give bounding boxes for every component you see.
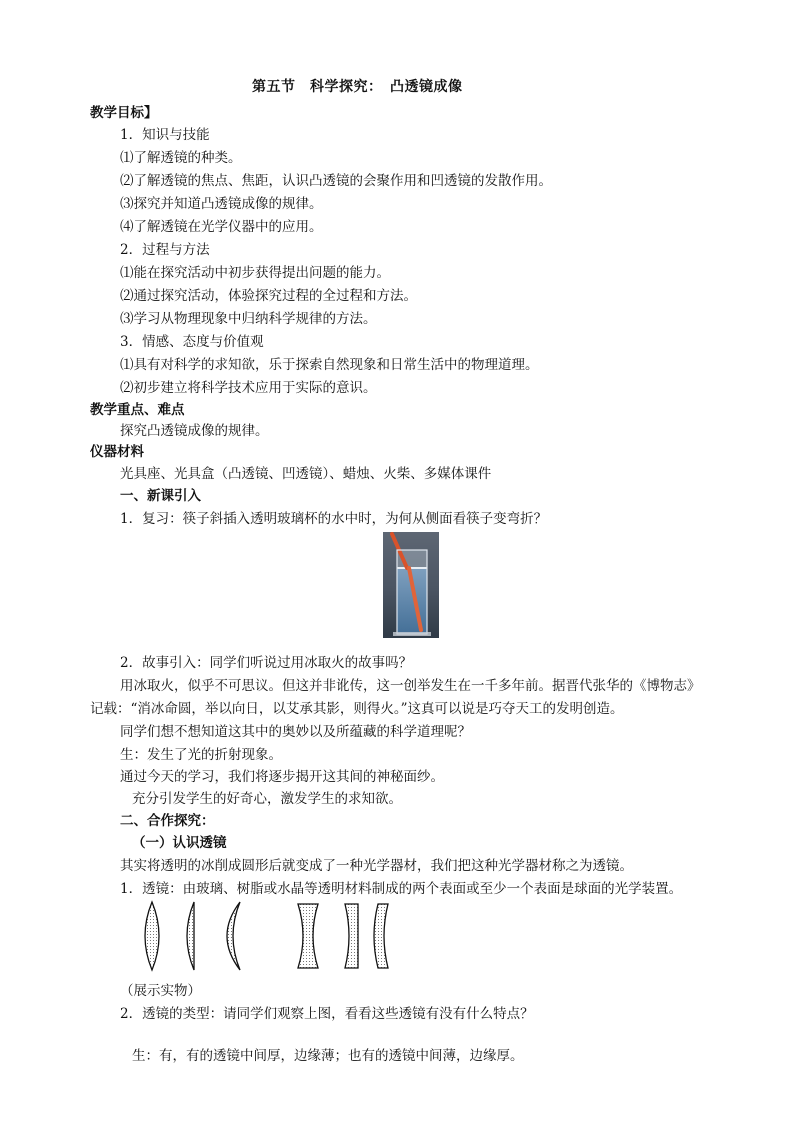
story-paragraph: 同学们想不想知道这其中的奥妙以及所蕴藏的科学道理呢？ (120, 724, 471, 740)
story-paragraph: 用冰取火，似乎不可思议。但这并非讹传，这一创举发生在一千多年前。据晋代张华的《博物志》 (120, 678, 701, 694)
plano-concave-lens (345, 904, 358, 968)
chopstick-in-water-photo (383, 532, 439, 638)
subsection1-heading: （一）认识透镜 (132, 835, 227, 851)
lens-intro: 其实将透明的冰削成圆形后就变成了一种光学器材，我们把这种光学器材称之为透镜。 (120, 858, 633, 874)
objectives-heading: 教学目标】 (90, 105, 158, 121)
objective-process-heading: 2．过程与方法 (120, 242, 210, 258)
review-question: 1．复习：筷子斜插入透明玻璃杯的水中时，为何从侧面看筷子变弯折？ (120, 511, 548, 527)
objective-item: ⑴具有对科学的求知欲，乐于探索自然现象和日常生活中的物理道理。 (120, 357, 539, 373)
page-title: 第五节 科学探究： 凸透镜成像 (252, 79, 463, 95)
materials-heading: 仪器材料 (90, 444, 144, 460)
convex-meniscus-lens (227, 902, 240, 970)
biconcave-lens (298, 904, 318, 968)
materials-text: 光具座、光具盒（凸透镜、凹透镜）、蜡烛、火柴、多媒体课件 (120, 466, 492, 482)
story-paragraph: 通过今天的学习，我们将逐步揭开这其间的神秘面纱。 (120, 769, 444, 785)
biconvex-lens (145, 902, 159, 970)
key-points-heading: 教学重点、难点 (90, 402, 185, 418)
objective-item: ⑶学习从物理现象中归纳科学规律的方法。 (120, 311, 377, 327)
section1-heading: 一、新课引入 (120, 488, 201, 504)
key-points-text: 探究凸透镜成像的规律。 (120, 423, 269, 439)
objective-emotion-heading: 3．情感、态度与价值观 (120, 334, 264, 350)
objective-item: ⑴能在探究活动中初步获得提出问题的能力。 (120, 265, 390, 281)
objective-item: ⑷了解透镜在光学仪器中的应用。 (120, 219, 323, 235)
student-answer: 生：发生了光的折射现象。 (120, 747, 282, 763)
show-objects-note: （展示实物） (120, 983, 201, 999)
lens-types-figure (140, 900, 392, 972)
objective-knowledge-heading: 1．知识与技能 (120, 127, 210, 143)
story-intro: 2．故事引入：同学们听说过用冰取火的故事吗？ (120, 655, 413, 671)
lens-definition: 1．透镜：由玻璃、树脂或水晶等透明材料制成的两个表面或至少一个表面是球面的光学装置。 (120, 881, 683, 897)
plano-convex-lens (187, 902, 194, 970)
lens-types-question: 2．透镜的类型：请同学们观察上图，看看这些透镜有没有什么特点？ (120, 1006, 534, 1022)
objective-item: ⑴了解透镜的种类。 (120, 150, 242, 166)
objective-item: ⑵通过探究活动，体验探究过程的全过程和方法。 (120, 288, 417, 304)
objective-item: ⑵初步建立将科学技术应用于实际的意识。 (120, 380, 377, 396)
teaching-note: 充分引发学生的好奇心，激发学生的求知欲。 (132, 791, 402, 807)
story-paragraph-cont: 记载：“消冰命圆，举以向日，以艾承其影，则得火。”这真可以说是巧夺天工的发明创造。 (90, 701, 624, 717)
objective-item: ⑶探究并知道凸透镜成像的规律。 (120, 196, 323, 212)
concave-meniscus-lens (374, 904, 388, 968)
section2-heading: 二、合作探究： (120, 813, 215, 829)
student-answer: 生：有，有的透镜中间厚，边缘薄；也有的透镜中间薄，边缘厚。 (132, 1048, 524, 1064)
objective-item: ⑵了解透镜的焦点、焦距，认识凸透镜的会聚作用和凹透镜的发散作用。 (120, 173, 552, 189)
